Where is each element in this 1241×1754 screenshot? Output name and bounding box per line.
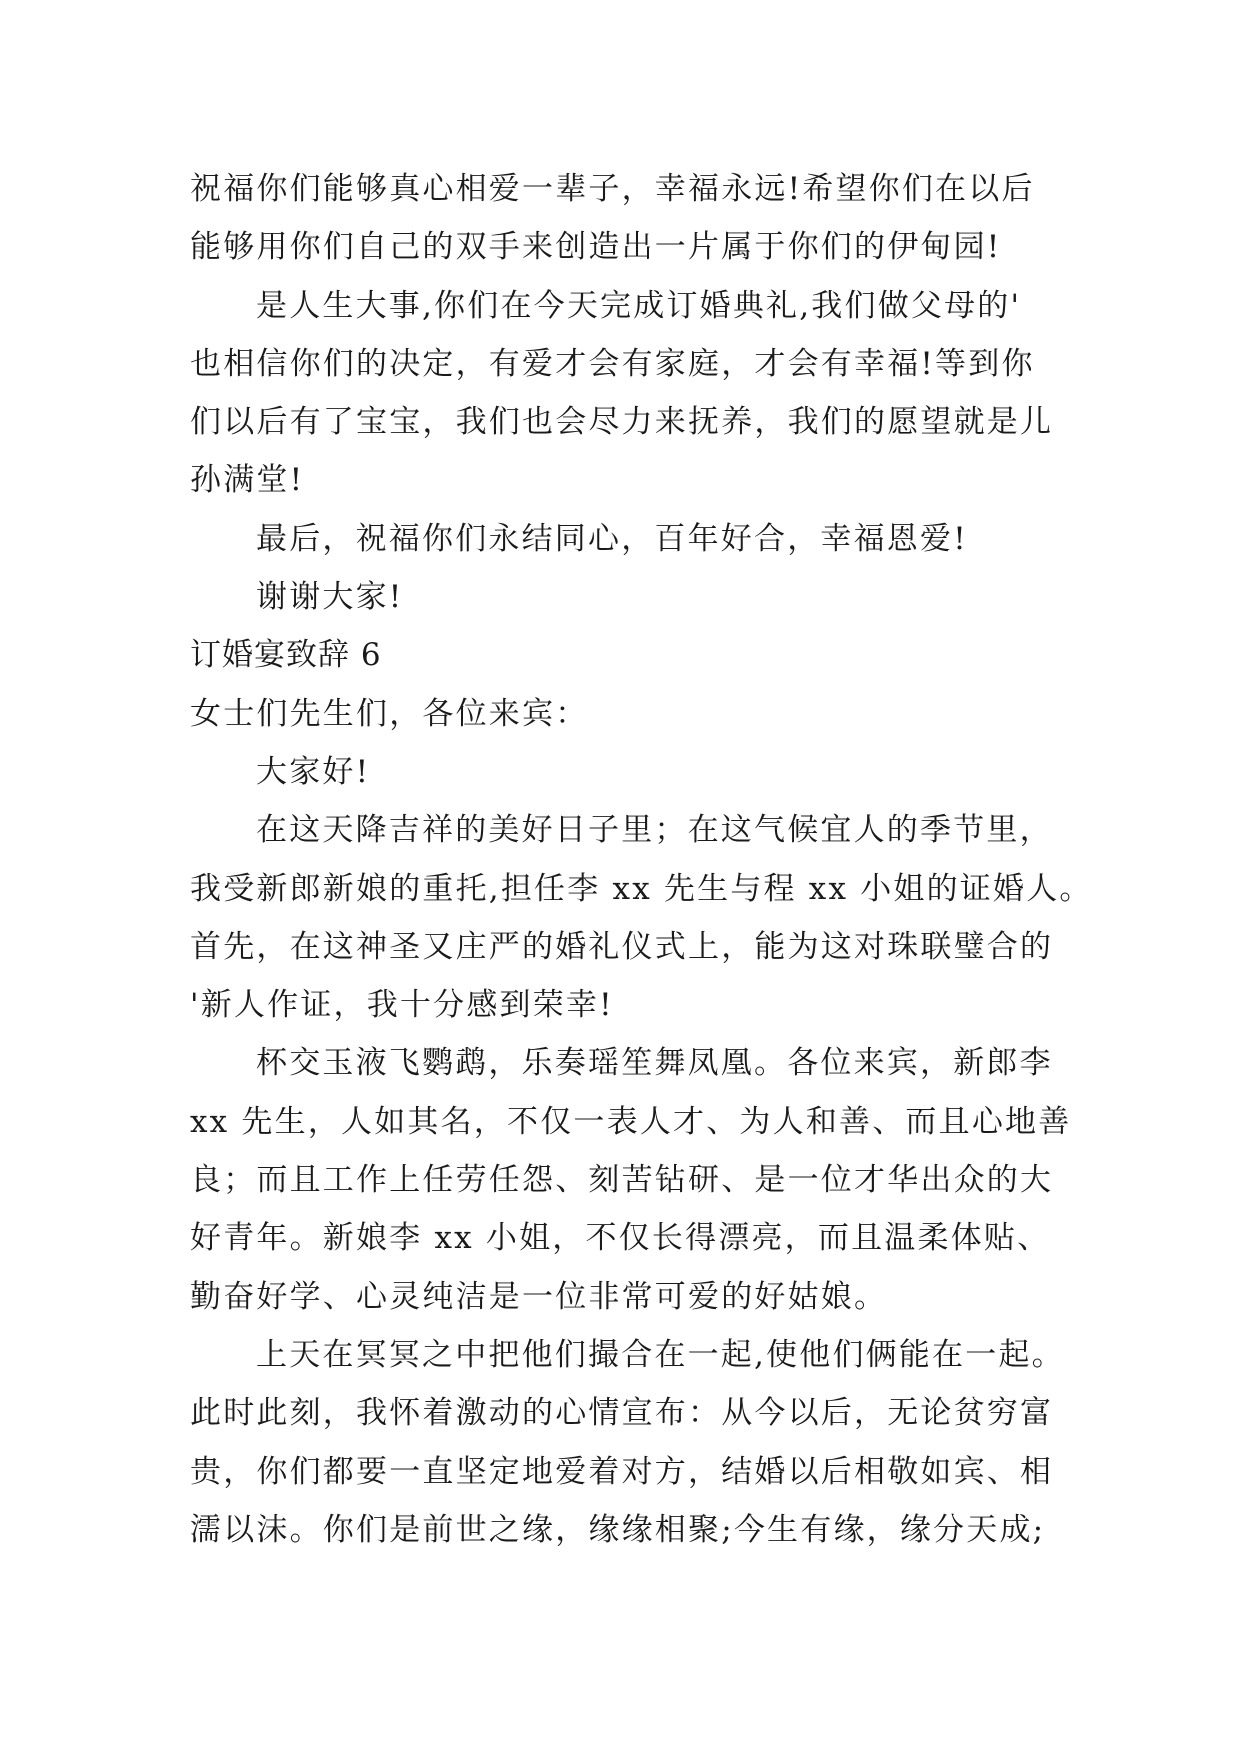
document-page [190,160,1093,1559]
text-line-14: 首先，在这神圣又庄严的婚礼仪式上，能为这对珠联璧合的 [190,928,1054,965]
text-line-13: 我受新郎新娘的重托,担任李 xx 先生与程 xx 小姐的证婚人。 [190,870,1093,907]
text-line-17: xx 先生，人如其名，不仅一表人才、为人和善、而且心地善 [190,1103,1072,1140]
text-line-22: 此时此刻，我怀着激动的心情宣布：从今以后，无论贫穷富 [190,1395,1054,1432]
text-line-21: 上天在冥冥之中把他们撮合在一起,使他们俩能在一起。 [256,1336,1065,1373]
text-line-6: 孙满堂! [190,462,305,499]
text-line-19: 好青年。新娘李 xx 小姐，不仅长得漂亮，而且温柔体贴、 [190,1220,1051,1257]
salutation: 女士们先生们，各位来宾： [190,695,589,732]
text-line-20: 勤奋好学、心灵纯洁是一位非常可爱的好姑娘。 [190,1278,888,1315]
text-line-12: 在这天降吉祥的美好日子里；在这气候宜人的季节里， [256,812,1053,849]
text-line-2: 能够用你们自己的双手来创造出一片属于你们的伊甸园! [190,229,1002,266]
text-line-24: 濡以沫。你们是前世之缘，缘缘相聚;今生有缘，缘分天成; [190,1511,1046,1548]
text-line-4: 也相信你们的决定，有爱才会有家庭，才会有幸福!等到你 [190,345,1035,382]
greeting: 大家好! [256,753,371,790]
text-line-1: 祝福你们能够真心相爱一辈子，幸福永远!希望你们在以后 [190,171,1035,207]
text-line-15: '新人作证，我十分感到荣幸! [190,987,614,1024]
text-line-3: 是人生大事,你们在今天完成订婚典礼,我们做父母的' [256,287,1022,324]
text-line-23: 贵，你们都要一直坚定地爱着对方，结婚以后相敬如宾、相 [190,1453,1054,1490]
text-line-7: 最后，祝福你们永结同心，百年好合，幸福恩爱! [256,520,968,557]
section-heading: 订婚宴致辞 6 [190,637,382,674]
text-line-5: 们以后有了宝宝，我们也会尽力来抚养，我们的愿望就是儿 [190,404,1054,441]
text-line-8: 谢谢大家! [256,579,404,616]
text-line-18: 良；而且工作上任劳任怨、刻苦钻研、是一位才华出众的大 [190,1162,1054,1199]
text-line-16: 杯交玉液飞鹦鹉，乐奏瑶笙舞凤凰。各位来宾，新郎李 [256,1045,1053,1082]
